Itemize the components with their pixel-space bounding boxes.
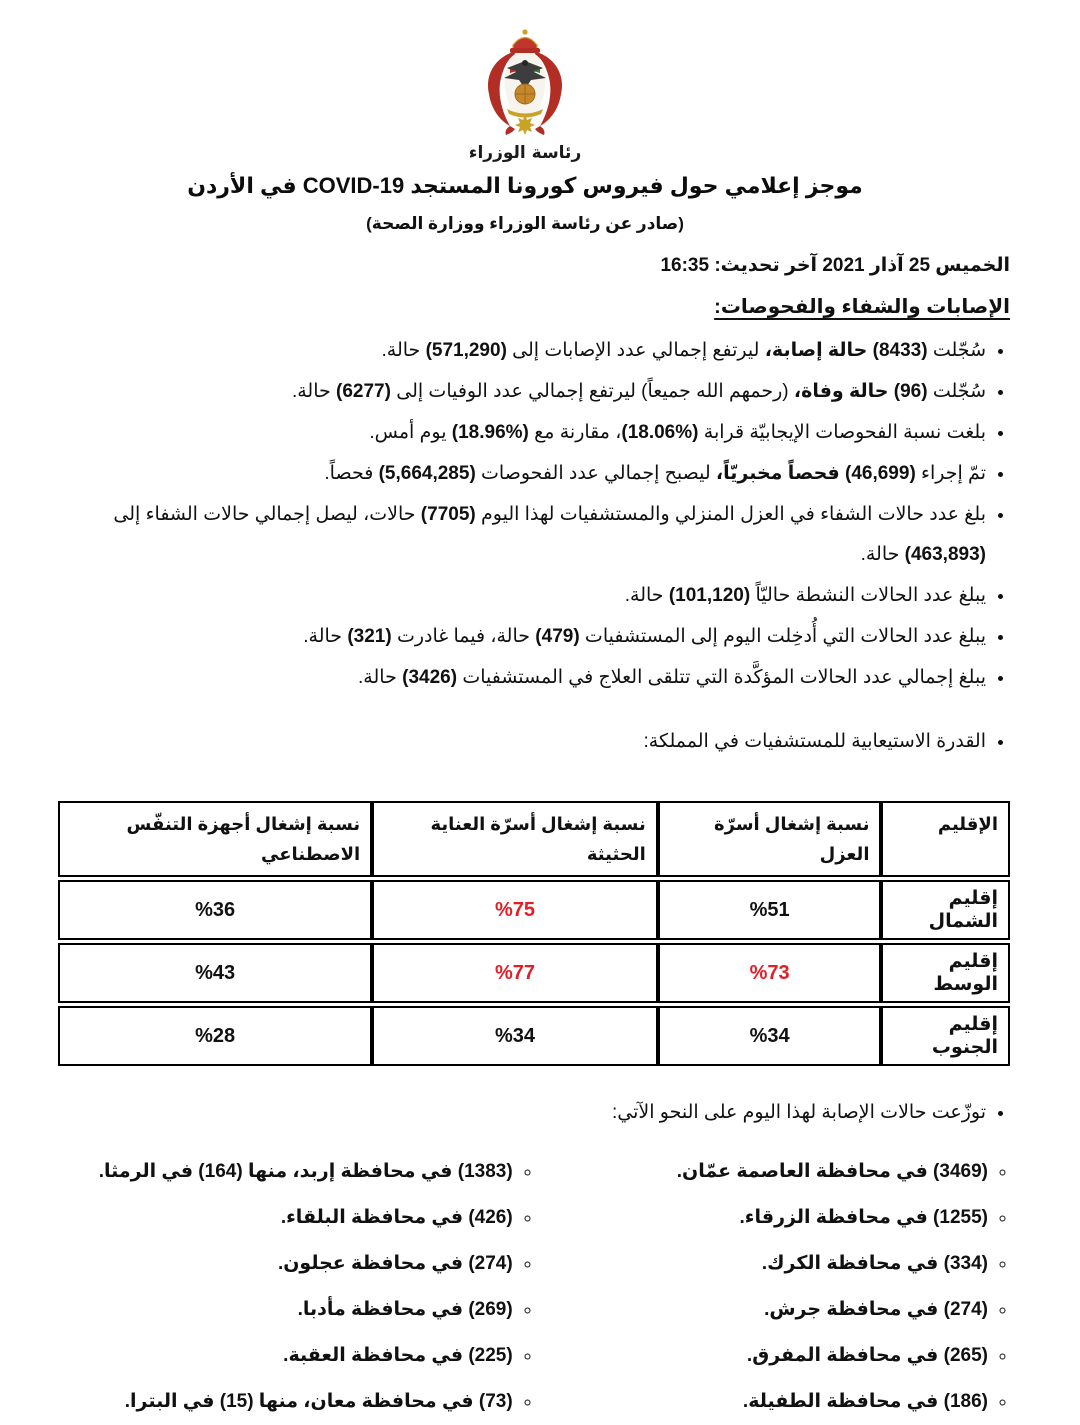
stat-item-text: (رحمهم الله جميعاً) ليرتفع إجمالي عدد الوفيات إلى [390, 381, 794, 402]
stat-item [40, 331, 986, 371]
capacity-value: %34 [372, 1006, 658, 1066]
case-item [40, 1195, 513, 1241]
case-item [535, 1333, 988, 1379]
logo-caption: رئاسة الوزراء [468, 143, 582, 163]
capacity-column-header: نسبة إشغال أسرّة العناية الحثيثة [372, 801, 658, 877]
capacity-table-body [58, 880, 1010, 1066]
case-item [535, 1195, 988, 1241]
case-item [535, 1379, 988, 1425]
capacity-value: %34 [658, 1006, 882, 1066]
case-item [40, 1149, 513, 1195]
stat-item-text: (%18.96) [451, 422, 529, 443]
stat-item-text: ليرتفع إجمالي عدد الإصابات إلى [506, 340, 765, 361]
stat-item-text: (571,290) [425, 340, 507, 361]
capacity-value: %36 [58, 880, 372, 940]
stat-item [40, 413, 986, 453]
case-item-text: (265) في محافظة المفرق. [746, 1345, 988, 1366]
capacity-value: %51 [658, 880, 882, 940]
stat-item-text: حالة. [291, 381, 337, 402]
stat-item-text: (479) [535, 626, 580, 647]
case-item-text: (274) في محافظة عجلون. [277, 1253, 513, 1274]
case-item-text: (1383) في محافظة إربد، منها (164) في الرمثا. [98, 1161, 513, 1182]
capacity-intro-item [40, 722, 986, 762]
case-item [40, 1333, 513, 1379]
stat-item-text: حالة. [381, 340, 426, 361]
stat-item-text: (463,893) [904, 544, 986, 565]
case-item-text: (3469) في محافظة العاصمة عمّان. [676, 1161, 988, 1182]
stat-item-text: (5,664,285) [378, 463, 476, 484]
stat-item-text: (6277) [336, 381, 391, 402]
stat-item [40, 617, 986, 657]
stat-item-text: يبلغ عدد الحالات النشطة حاليّاً [750, 585, 986, 606]
stat-item-text: حالة. [624, 585, 669, 606]
stat-item-text: حالة، فيما غادرت [391, 626, 536, 647]
stat-item-text: (46,699) فحصاً مخبريّاً، [715, 463, 916, 484]
stat-item-text: حالة. [860, 544, 905, 565]
stat-item [40, 576, 986, 616]
case-item-text: (1255) في محافظة الزرقاء. [739, 1207, 988, 1228]
capacity-column-header: الإقليم [881, 801, 1010, 877]
stat-item-text: (8433) حالة إصابة، [764, 340, 928, 361]
stat-item-text: سُجّلت [927, 381, 986, 402]
date-line: الخميس 25 آذار 2021 آخر تحديث: 16:35 [660, 255, 1010, 276]
case-item-text: (186) في محافظة الطفيلة. [742, 1391, 988, 1412]
stat-item-text: فحصاً. [324, 463, 379, 484]
region-name: إقليم الوسط [881, 943, 1010, 1003]
stat-item-text: (96) حالة وفاة، [793, 381, 928, 402]
capacity-row [58, 880, 1010, 940]
stat-item-text: يوم أمس. [369, 422, 452, 443]
jordan-coat-of-arms-logo [466, 28, 584, 136]
distribution-intro-list [40, 1093, 1010, 1133]
distribution-column-left [40, 1149, 535, 1425]
stat-item-text: ليصبح إجمالي عدد الفحوصات [475, 463, 716, 484]
stat-item [40, 454, 986, 494]
case-item [40, 1287, 513, 1333]
case-item-text: (73) في محافظة معان، منها (15) في البترا. [124, 1391, 513, 1412]
stat-item-text: (321) [347, 626, 392, 647]
stat-item-text: يبلغ إجمالي عدد الحالات المؤكَّدة التي تتلقى العلاج في المستشفيات [457, 667, 986, 688]
distribution-intro-text: توزّعت حالات الإصابة لهذا اليوم على النحو الآتي: [611, 1102, 986, 1123]
logo-block [40, 28, 1010, 163]
case-item-text: (269) في محافظة مأدبا. [297, 1299, 513, 1320]
stat-item [40, 658, 986, 698]
capacity-table [58, 798, 1010, 1069]
stat-item-text: حالة. [303, 626, 348, 647]
capacity-value: %28 [58, 1006, 372, 1066]
capacity-value: %77 [372, 943, 658, 1003]
stat-item-text: (3426) [402, 667, 458, 688]
capacity-value: %73 [658, 943, 882, 1003]
case-item [535, 1287, 988, 1333]
section-heading-cases [40, 294, 1010, 319]
stat-item [40, 495, 986, 575]
stat-item-text: (101,120) [668, 585, 751, 606]
stat-item-text: (%18.06) [621, 422, 699, 443]
capacity-value: %75 [372, 880, 658, 940]
page-subtitle: (صادر عن رئاسة الوزراء ووزارة الصحة) [366, 214, 684, 233]
capacity-intro-text: القدرة الاستيعابية للمستشفيات في المملكة: [643, 731, 986, 752]
distribution-intro-item [40, 1093, 986, 1133]
case-item-text: (426) في محافظة البلقاء. [280, 1207, 513, 1228]
case-item-text: (225) في محافظة العقبة. [283, 1345, 513, 1366]
case-item-text: (274) في محافظة جرش. [764, 1299, 988, 1320]
capacity-column-header: نسبة إشغال أجهزة التنفّس الاصطناعي [58, 801, 372, 877]
case-item-text: (334) في محافظة الكرك. [761, 1253, 988, 1274]
region-name: إقليم الجنوب [881, 1006, 1010, 1066]
capacity-row [58, 1006, 1010, 1066]
stat-item-text: بلغ عدد حالات الشفاء في العزل المنزلي والمستشفيات لهذا اليوم [475, 504, 986, 525]
case-item [40, 1379, 513, 1425]
stats-list [40, 331, 1010, 698]
capacity-column-header: نسبة إشغال أسرّة العزل [658, 801, 882, 877]
stat-item-text: يبلغ عدد الحالات التي أُدخِلت اليوم إلى المستشفيات [579, 626, 986, 647]
region-name: إقليم الشمال [881, 880, 1010, 940]
stat-item-text: حالات، ليصل إجمالي حالات الشفاء إلى [113, 504, 421, 525]
stat-item-text: بلغت نسبة الفحوصات الإيجابيّة قرابة [698, 422, 986, 443]
case-item [535, 1149, 988, 1195]
distribution-column-right [535, 1149, 1010, 1425]
case-item [40, 1241, 513, 1287]
case-item [535, 1241, 988, 1287]
stat-item-text: (7705) [420, 504, 476, 525]
capacity-intro-list [40, 722, 1010, 762]
capacity-header-row [58, 801, 1010, 877]
stat-item-text: تمّ إجراء [915, 463, 986, 484]
stat-item-text: سُجّلت [927, 340, 986, 361]
stat-item-text: ، مقارنة مع [528, 422, 622, 443]
capacity-row [58, 943, 1010, 1003]
capacity-value: %43 [58, 943, 372, 1003]
section-heading-text: الإصابات والشفاء والفحوصات: [714, 296, 1010, 318]
stat-item-text: حالة. [358, 667, 403, 688]
distribution-columns [40, 1149, 1010, 1425]
stat-item [40, 372, 986, 412]
page-title: موجز إعلامي حول فيروس كورونا المستجد COVID-19 في الأردن [187, 173, 863, 198]
